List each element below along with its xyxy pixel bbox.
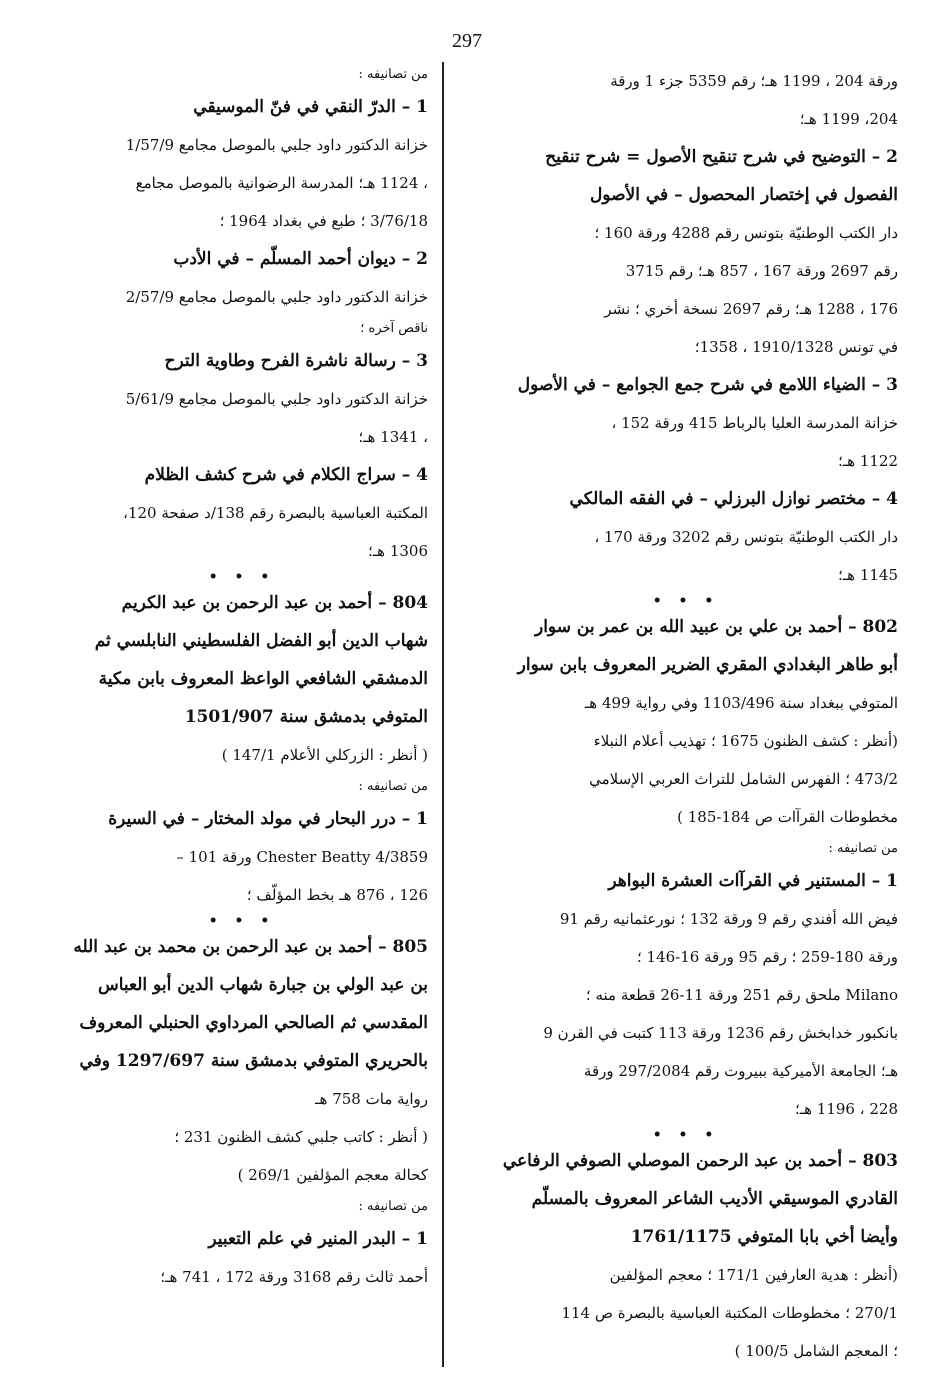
right-column-line: 204، 1199 هـ؛ (799, 110, 898, 128)
left-column-line: 126 ، 876 هـ بخط المؤلّف ؛ (246, 886, 428, 904)
right-column-heading-line: 1 – المستنير في القرآات العشرة البواهر (608, 871, 898, 891)
right-column-line: 270/1 ؛ مخطوطات المكتبة العباسية بالبصرة ص 114 (561, 1304, 898, 1322)
right-column-line: 176 ، 1288 هـ؛ رقم 2697 نسخة أخري ؛ نشر (604, 300, 898, 318)
left-column-heading-line: 2 – ديوان أحمد المسلّم – في الأدب (173, 249, 428, 269)
left-column-small-line: من تصانيفه : (358, 67, 428, 82)
right-column-line: 228 ، 1196 هـ؛ (794, 1100, 898, 1118)
right-column-line: فيض الله أفندي رقم 9 ورقة 132 ؛ نورعثمانيه رقم 91 (559, 910, 898, 928)
right-column-heading-line: وأيضا أخي بابا المتوفي 1761/1175 (630, 1227, 898, 1247)
left-column-heading-line: المقدسي ثم الصالحي المرداوي الحنبلي المعروف (79, 1013, 428, 1033)
left-column-heading-line: المتوفي بدمشق سنة 1501/907 (184, 707, 428, 727)
left-column-small-line: من تصانيفه : (358, 1199, 428, 1214)
section-separator: • • • (208, 913, 276, 929)
left-column-heading-line: بالحريري المتوفي بدمشق سنة 1297/697 وفي (79, 1051, 428, 1071)
right-column-heading-line: الفصول في إختصار المحصول – في الأصول (589, 185, 898, 205)
left-column-line: ( أنظر : كاتب جلبي كشف الظنون 231 ؛ (174, 1128, 428, 1146)
right-column-heading-line: 2 – التوضيح في شرح تنقيح الأصول = شرح تنقيح (545, 147, 898, 167)
right-column-heading-line: القادري الموسيقي الأديب الشاعر المعروف بالمسلّم (531, 1189, 898, 1209)
left-column-heading-line: بن عبد الولي بن جبارة شهاب الدين أبو العباس (97, 975, 428, 995)
left-column-heading-line: 3 – رسالة ناشرة الفرح وطاوية الترح (164, 351, 428, 371)
section-separator: • • • (652, 593, 720, 609)
right-column-line: Milano ملحق رقم 251 ورقة 11-26 قطعة منه ؛ (585, 986, 898, 1004)
right-column-line: (أنظر : كشف الظنون 1675 ؛ تهذيب أعلام النبلاء (593, 732, 898, 750)
left-column-heading-line: 1 – الدرّ النقي في فنّ الموسيقي (193, 97, 428, 117)
left-column-heading-line: 804 – أحمد بن عبد الرحمن بن عبد الكريم (121, 593, 428, 613)
right-column-line: ؛ المعجم الشامل 100/5 ) (734, 1342, 898, 1360)
right-column-line: بانكبور خدابخش رقم 1236 ورقة 113 كتبت في القرن 9 (543, 1024, 898, 1042)
left-column-heading-line: الدمشقي الشافعي الواعظ المعروف بابن مكية (98, 669, 428, 689)
section-separator: • • • (208, 569, 276, 585)
right-column-line: مخطوطات القرآات ص 184-185 ) (677, 808, 898, 826)
left-column-heading-line: شهاب الدين أبو الفضل الفلسطيني النابلسي ثم (94, 631, 428, 651)
page-number: 297 (452, 30, 482, 52)
left-column-line: المكتبة العباسية بالبصرة رقم 138/د صفحة 120، (123, 504, 428, 522)
column-divider (442, 62, 444, 1367)
right-column-line: 473/2 ؛ الفهرس الشامل للتراث العربي الإسلامي (589, 770, 898, 788)
right-column-heading-line: 802 – أحمد بن علي بن عبيد الله بن عمر بن سوار (535, 617, 898, 637)
left-column-heading-line: 1 – البدر المنير في علم التعبير (208, 1229, 428, 1249)
left-column (56, 62, 428, 1296)
left-column-small-line: من تصانيفه : (358, 779, 428, 794)
left-column-heading-line: 1 – درر البحار في مولد المختار – في السيرة (108, 809, 428, 829)
left-column-line: خزانة الدكتور داود جلبي بالموصل مجامع 2/57/9 (125, 288, 428, 306)
right-column-heading-line: 4 – مختصر نوازل البرزلي – في الفقه المالكي (569, 489, 898, 509)
left-column-line: ( أنظر : الزركلي الأعلام 147/1 ) (221, 746, 428, 764)
left-column-heading-line: 4 – سراج الكلام في شرح كشف الظلام (144, 465, 428, 485)
left-column-line: كحالة معجم المؤلفين 269/1 ) (237, 1166, 428, 1184)
left-column-line: ، 1341 هـ؛ (358, 428, 428, 446)
left-column-line: خزانة الدكتور داود جلبي بالموصل مجامع 5/61/9 (125, 390, 428, 408)
right-column-line: رقم 2697 ورقة 167 ، 857 هـ؛ رقم 3715 (625, 262, 898, 280)
left-column-small-line: ناقص آخره ؛ (360, 321, 428, 336)
right-column (474, 62, 898, 1370)
right-column-line: دار الكتب الوطنيّة بتونس رقم 3202 ورقة 170 ، (594, 528, 898, 546)
right-column-line: في تونس 1910/1328 ، 1358؛ (694, 338, 898, 356)
right-column-line: ورقة 204 ، 1199 هـ؛ رقم 5359 جزء 1 ورقة (610, 72, 898, 90)
left-column-line: 3/76/18 ؛ طبع في بغداد 1964 ؛ (219, 212, 428, 230)
right-column-heading-line: 803 – أحمد بن عبد الرحمن الموصلي الصوفي الرفاعي (502, 1151, 898, 1171)
left-column-line: 1306 هـ؛ (367, 542, 428, 560)
right-column-small-line: من تصانيفه : (828, 841, 898, 856)
left-column-line: ، 1124 هـ؛ المدرسة الرضوانية بالموصل مجامع (135, 174, 428, 192)
right-column-line: المتوفي ببغداد سنة 1103/496 وفي رواية 499 هـ (584, 694, 898, 712)
right-column-line: 1145 هـ؛ (837, 566, 898, 584)
left-column-heading-line: 805 – أحمد بن عبد الرحمن بن محمد بن عبد الله (73, 937, 428, 957)
right-column-line: هـ؛ الجامعة الأميركية ببيروت رقم 297/2084 ورقة (583, 1062, 898, 1080)
right-column-heading-line: 3 – الضياء اللامع في شرح جمع الجوامع – في الأصول (517, 375, 898, 395)
right-column-line: 1122 هـ؛ (837, 452, 898, 470)
right-column-line: ورقة 180-259 ؛ رقم 95 ورقة 16-146 ؛ (636, 948, 898, 966)
right-column-line: دار الكتب الوطنيّة بتونس رقم 4288 ورقة 160 ؛ (594, 224, 898, 242)
right-column-line: خزانة المدرسة العليا بالرباط 415 ورقة 152 ، (611, 414, 898, 432)
left-column-line: خزانة الدكتور داود جلبي بالموصل مجامع 1/57/9 (125, 136, 428, 154)
section-separator: • • • (652, 1127, 720, 1143)
left-column-line: Chester Beatty 4/3859 ورقة 101 – (176, 848, 428, 866)
left-column-line: رواية مات 758 هـ (315, 1090, 428, 1108)
right-column-line: (أنظر : هدية العارفين 171/1 ؛ معجم المؤلفين (609, 1266, 898, 1284)
left-column-line: أحمد ثالث رقم 3168 ورقة 172 ، 741 هـ؛ (160, 1268, 428, 1286)
right-column-heading-line: أبو طاهر البغدادي المقري الضرير المعروف بابن سوار (517, 655, 898, 675)
